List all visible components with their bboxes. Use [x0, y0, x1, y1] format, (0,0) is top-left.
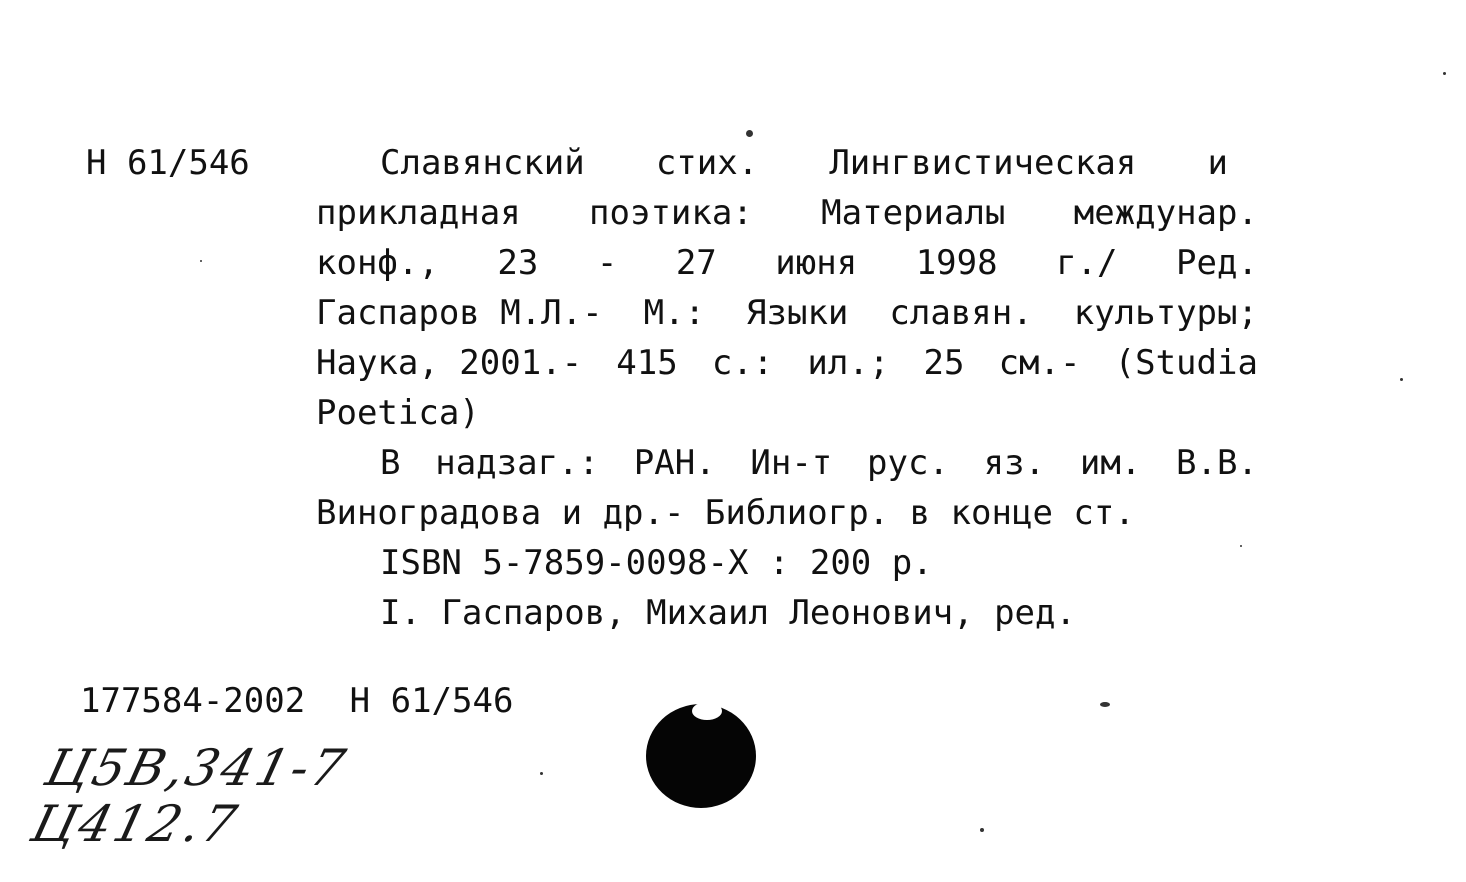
tracing-text: I. Гаспаров, Михаил Леонович, ред. [380, 593, 1076, 633]
entry-word: поэтика: [589, 193, 753, 233]
ink-speck [980, 828, 984, 832]
ink-speck [540, 772, 543, 775]
entry-word: Лингвистическая [829, 143, 1137, 183]
handwritten-codes [26, 740, 353, 852]
note-text: Виноградова и др.- Библиогр. в конце ст. [316, 493, 1135, 533]
entry-word: Ред. [1176, 243, 1258, 283]
handwritten-code: Ц412.7 [25, 795, 245, 853]
entry-word: Наука, 2001.- [316, 343, 583, 383]
entry-word: 23 [497, 243, 539, 283]
isbn-line [316, 538, 1258, 588]
note-line [316, 438, 1258, 488]
entry-word: 25 [923, 343, 965, 383]
note-word: Ин-т [750, 443, 833, 483]
entry-word: 27 [675, 243, 717, 283]
entry-word: Материалы [821, 193, 1006, 233]
entry-word: междунар. [1073, 193, 1258, 233]
entry-line [316, 238, 1258, 288]
note-word: РАН. [633, 443, 716, 483]
ink-speck [746, 130, 753, 137]
entry-word: культуры; [1073, 293, 1258, 333]
ink-speck [1400, 378, 1403, 381]
shelfmark: Н 61/546 [86, 143, 250, 183]
entry-word: славян. [889, 293, 1033, 333]
entry-word: Poetica) [316, 393, 480, 433]
note-word: В.В. [1176, 443, 1258, 483]
punch-hole [646, 704, 756, 808]
entry-word: июня [775, 243, 858, 283]
inventory-number: 177584-2002 [80, 681, 306, 721]
tracing-line [316, 588, 1258, 638]
entry-word: (Studia [1114, 343, 1258, 383]
entry-word: Гаспаров М.Л.- [316, 293, 603, 333]
entry-word: ил.; [807, 343, 890, 383]
entry-word: стих. [655, 143, 759, 183]
entry-word: М.: [643, 293, 706, 333]
entry-word: - [596, 243, 618, 283]
entry-word: прикладная [316, 193, 521, 233]
entry-line [316, 138, 1258, 188]
isbn-text: ISBN 5-7859-0098-X : 200 р. [380, 543, 933, 583]
entry-word: Славянский [380, 143, 585, 183]
note-word: рус. [867, 443, 949, 483]
entry-line [316, 338, 1258, 388]
entry-line [316, 288, 1258, 338]
entry-word: с.: [711, 343, 774, 383]
entry-word: 415 [616, 343, 678, 383]
entry-word: см.- [998, 343, 1081, 383]
entry-word: и [1207, 143, 1228, 183]
entry-word: 1998 [915, 243, 998, 283]
note-line [316, 488, 1258, 538]
bottom-shelfmark: Н 61/546 [349, 681, 514, 721]
note-word: им. [1079, 443, 1142, 483]
ink-speck [200, 260, 202, 262]
inventory-id [80, 676, 513, 726]
note-word: надзаг.: [435, 443, 599, 483]
entry-line [316, 188, 1258, 238]
handwritten-code: Ц5В,341-7 [39, 739, 354, 797]
entry-line [316, 388, 1258, 438]
note-word: яз. [983, 443, 1046, 483]
entry-word: конф., [316, 243, 439, 283]
entry-word: Языки [746, 293, 849, 333]
bibliographic-entry [316, 138, 1258, 638]
ink-speck [1100, 702, 1110, 707]
ink-speck [1443, 72, 1446, 75]
note-word: В [380, 443, 401, 483]
ink-speck [1240, 545, 1242, 547]
entry-word: г./ [1056, 243, 1118, 283]
